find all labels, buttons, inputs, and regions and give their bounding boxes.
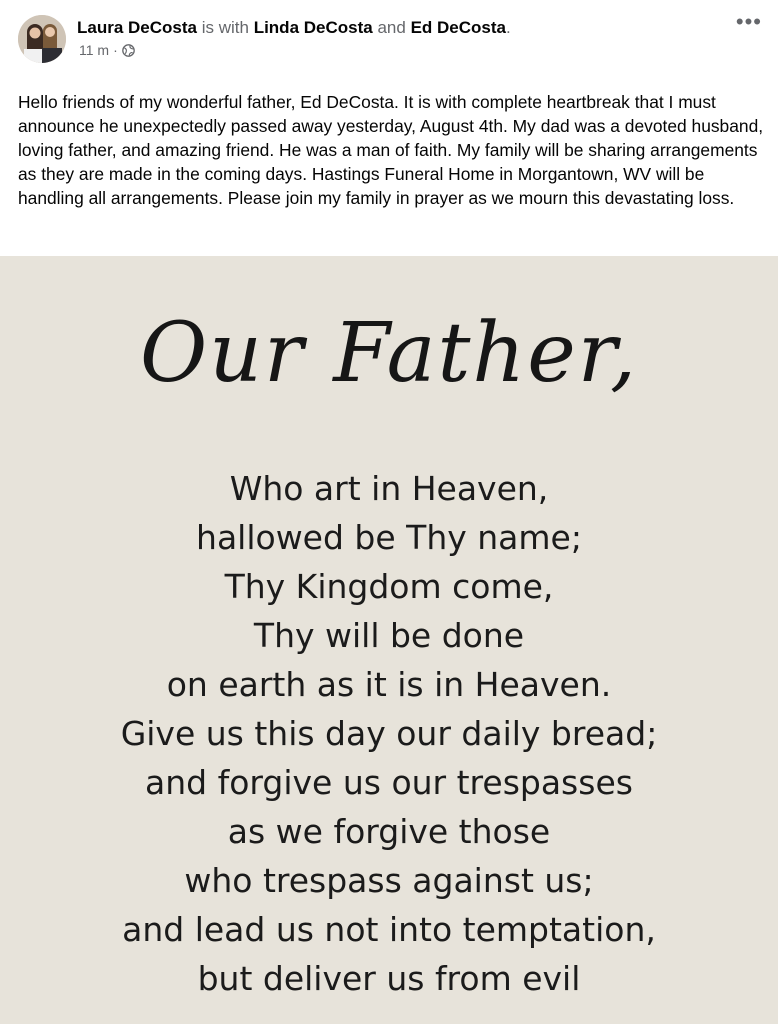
prayer-image bbox=[0, 256, 778, 1024]
period: . bbox=[505, 18, 511, 37]
avatar[interactable] bbox=[18, 15, 66, 63]
more-options-icon[interactable]: ••• bbox=[735, 9, 762, 34]
timestamp[interactable]: 11 m bbox=[79, 42, 110, 58]
with-text: is with bbox=[201, 18, 249, 37]
prayer-line: Thy will be done bbox=[253, 616, 525, 655]
globe-icon bbox=[122, 44, 135, 57]
post-caption: Hello friends of my wonderful father, Ed DeCosta. It is with complete heartbreak that I must announce he unexpectedly passed away yesterday, August 4th. My dad was a devoted husband, loving father, and amazing friend. He was a man of faith. My family will be sharing arrangements as they are made in the coming days. Hastings Funeral Home in Morgantown, WV will be handling all arrangements. Please join my family in prayer as we mourn this devastating loss. bbox=[18, 92, 764, 208]
tagged-user-1[interactable]: Linda DeCosta bbox=[253, 18, 373, 37]
post-header bbox=[0, 0, 778, 82]
author-line bbox=[77, 17, 511, 39]
author-name[interactable]: Laura DeCosta bbox=[77, 18, 197, 37]
and-text: and bbox=[377, 18, 406, 37]
prayer-line: and lead us not into temptation, bbox=[122, 910, 656, 949]
prayer-line: and forgive us our trespasses bbox=[145, 763, 633, 802]
meta-separator: · bbox=[113, 42, 118, 58]
prayer-text bbox=[0, 464, 778, 1003]
prayer-line: but deliver us from evil bbox=[197, 959, 581, 998]
prayer-line: Who art in Heaven, bbox=[229, 469, 549, 508]
prayer-line: who trespass against us; bbox=[184, 861, 594, 900]
prayer-line: on earth as it is in Heaven. bbox=[166, 665, 612, 704]
tagged-user-2[interactable]: Ed DeCosta bbox=[410, 18, 506, 37]
prayer-line: Give us this day our daily bread; bbox=[120, 714, 658, 753]
post-meta bbox=[79, 42, 135, 58]
avatar-photo-icon bbox=[18, 15, 66, 63]
prayer-title: Our Father, bbox=[139, 306, 639, 401]
prayer-line: hallowed be Thy name; bbox=[196, 518, 582, 557]
prayer-line: as we forgive those bbox=[227, 812, 551, 851]
prayer-line: Thy Kingdom come, bbox=[224, 567, 554, 606]
